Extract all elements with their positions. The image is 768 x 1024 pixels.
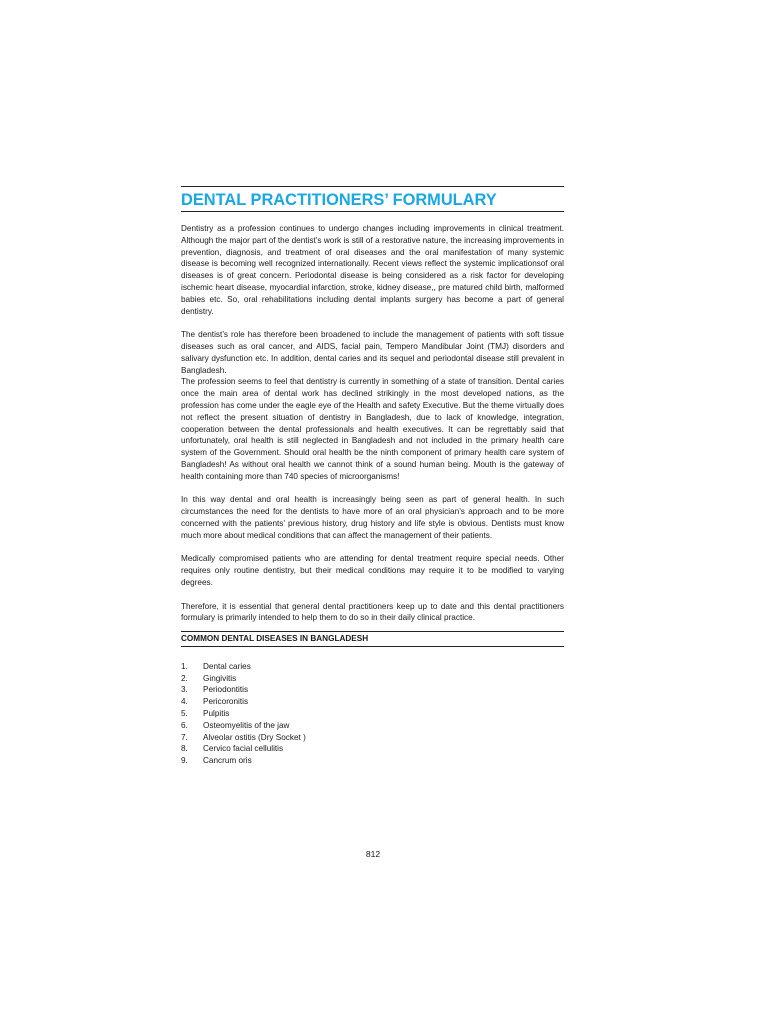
list-item-number: 5. xyxy=(181,709,188,719)
list-item-label: Periodontitis xyxy=(203,685,249,695)
document-page xyxy=(181,186,564,767)
paragraph: In this way dental and oral health is increasingly being seen as part of general health. In such circumstances the need for the dentists to have more of an oral physician’s approach and to be more concerned with the patients’ previous history, drug history and life style is obvious. Dentists must know much more about medical conditions that can affect the management of their patients. xyxy=(181,495,564,540)
list-item-label: Dental caries xyxy=(203,661,251,671)
list-item xyxy=(181,708,564,720)
title-top-rule xyxy=(181,186,564,187)
list-item-number: 9. xyxy=(181,756,188,766)
list-item-number: 6. xyxy=(181,720,188,730)
list-item-label: Cancrum oris xyxy=(203,756,252,766)
paragraph: Medically compromised patients who are attending for dental treatment require special needs. Other requires only routine dentistry, but their medical conditions may require it to be modified to varying degrees. xyxy=(181,554,564,587)
list-item-number: 2. xyxy=(181,673,188,683)
paragraph: The dentist’s role has therefore been broadened to include the management of patients with soft tissue diseases such as oral cancer, and AIDS, facial pain, Tempero Mandibular Joint (TMJ) disorders and salivary dysfunction etc. In addition, dental caries and its sequel and periodontal disease still prevalent in Bangladesh. xyxy=(181,330,564,375)
section-bottom-rule xyxy=(181,646,564,647)
list-item xyxy=(181,732,564,744)
list-item-number: 1. xyxy=(181,661,188,671)
list-item-number: 8. xyxy=(181,744,188,754)
list-item xyxy=(181,743,564,755)
paragraph: Therefore, it is essential that general dental practitioners keep up to date and this dental practitioners formulary is primarily intended to help them to do so in their daily clinical practice. xyxy=(181,601,564,623)
list-item xyxy=(181,661,564,673)
list-item xyxy=(181,720,564,732)
body-text xyxy=(181,223,564,624)
list-item-number: 4. xyxy=(181,697,188,707)
list-item-label: Cervico facial cellulitis xyxy=(203,744,284,754)
page-title: DENTAL PRACTITIONERS’ FORMULARY xyxy=(181,191,497,209)
list-item xyxy=(181,755,564,767)
list-item-label: Pulpitis xyxy=(203,709,230,719)
page-number: 812 xyxy=(365,849,381,859)
list-item-number: 7. xyxy=(181,732,188,742)
list-item-label: Gingivitis xyxy=(203,673,237,683)
disease-list xyxy=(181,661,564,767)
section-title: COMMON DENTAL DISEASES IN BANGLADESH xyxy=(181,634,369,644)
list-item-label: Alveolar ostitis (Dry Socket ) xyxy=(203,732,306,742)
paragraph: The profession seems to feel that dentistry is currently in something of a state of transition. Dental caries once the main area of dental work has declined strikingly in the most developed nations, as the profession has come under the eagle eye of the Health and safety Executive. But the theme virtually does not reflect the present situation of dentistry in Bangladesh, due to lack of knowledge, integration, cooperation between the dental professionals and health executives. It can be regrettably said that unfortunately, oral health is still neglected in Bangladesh and not included in the primary health care system of the Government. Should oral health be the ninth component of primary health care system of Bangladesh! As without oral health we cannot think of a sound human being. Mouth is the gateway of health containing more than 740 species of microorganisms! xyxy=(181,377,564,481)
list-item xyxy=(181,684,564,696)
title-bottom-rule xyxy=(181,211,564,212)
paragraph: Dentistry as a profession continues to undergo changes including improvements in clinical treatment. Although the major part of the dentist’s work is still of a restorative nature, the increasing improvements in prevention, diagnosis, and treatment of oral diseases and the oral manifestation of many systemic disease is becoming well recognized internationally. Recent views reflect the systemic implicationsof oral diseases is of great concern. Periodontal disease is being considered as a risk factor for developing ischemic heart disease, myocardial infarction, stroke, kidney disease,, pre matured child birth, malformed babies etc. So, oral rehabilitations including dental implants surgery has become a part of general dentistry. xyxy=(181,224,564,316)
list-item xyxy=(181,696,564,708)
section-header xyxy=(181,631,564,647)
list-item xyxy=(181,673,564,685)
list-item-label: Osteomyelitis of the jaw xyxy=(203,720,290,730)
list-item-label: Pericoronitis xyxy=(203,697,249,707)
list-item-number: 3. xyxy=(181,685,188,695)
